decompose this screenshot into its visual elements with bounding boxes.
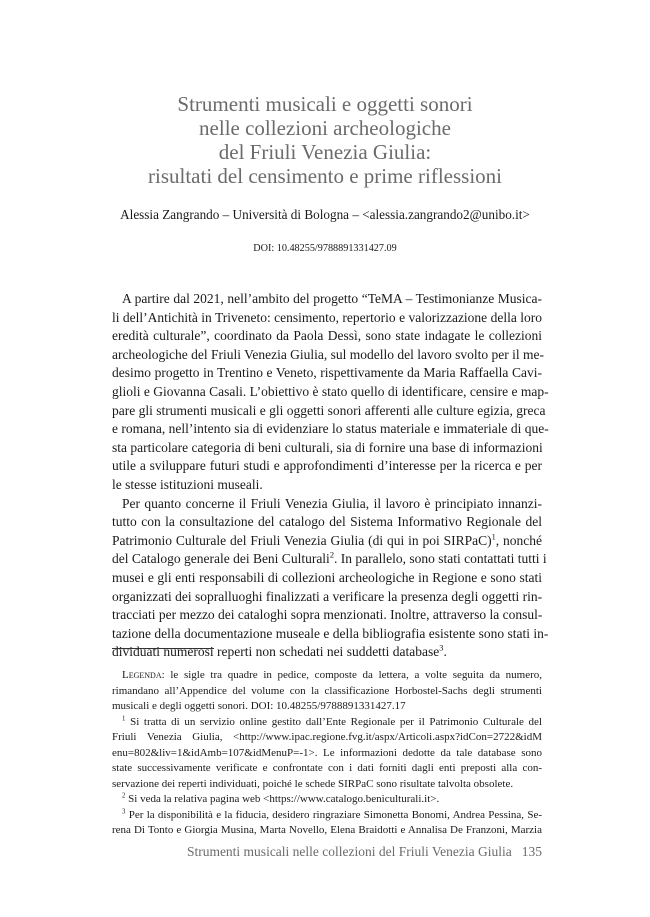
text-line: tazione della documentazione museale e della bibliografia esistente sono stati in- <box>112 625 549 641</box>
legenda-note <box>112 668 542 715</box>
footnote-2 <box>112 792 542 808</box>
text-line: musicali e degli oggetti sonori. DOI: 10.48255/9788891331427.17 <box>112 700 406 712</box>
footnote-ref[interactable]: 3 <box>439 643 444 653</box>
title-line: risultati del censimento e prime riflessioni <box>148 164 502 188</box>
paragraph <box>112 290 549 495</box>
text-line: state successivamente verificate e confrontate con i dati forniti dagli enti preposti alla con- <box>112 762 542 774</box>
article-doi: DOI: 10.48255/9788891331427.09 <box>253 243 397 254</box>
text-line: enu=802&liv=1&idAmb=107&idMenuP=-1>. Le informazioni dedotte da tale database sono <box>112 746 542 759</box>
footnote-3 <box>112 808 542 839</box>
text-run: Si tratta di un servizio online gestito dall’Ente Regionale per il Patrimonio Culturale del <box>130 715 542 728</box>
text-line <box>112 668 542 684</box>
text-run: Per la disponibilità e la fiducia, desidero ringraziare Simonetta Bonomi, Andrea Pessina, Se- <box>128 808 543 821</box>
article-title <box>0 92 650 188</box>
text-line: servazione dei reperti individuati, poiché le schede SIRPaC sono risultate talvolta obsolete. <box>112 777 514 790</box>
footnote-number: 2 <box>122 792 126 800</box>
legenda-label: Legenda <box>122 669 162 681</box>
text-line: archeologiche del Friuli Venezia Giulia, sul modello del lavoro svolto per il me- <box>112 346 545 362</box>
text-line: A partire dal 2021, nell’ambito del progetto “TeMA – Testimonianze Musica- <box>122 291 542 306</box>
text-run: Patrimonio Culturale del Friuli Venezia Giulia (di qui in poi SIRPaC) <box>112 532 492 548</box>
title-line: Strumenti musicali e oggetti sonori <box>177 92 473 116</box>
text-line: organizzati dei sopralluoghi finalizzati a verificare la presenza degli oggetti rin- <box>112 588 543 604</box>
page-number: 135 <box>521 844 542 859</box>
text-run: del Catalogo generale dei Beni Culturali <box>112 551 330 567</box>
text-line: desimo progetto in Trentino e Veneto, rispettivamente da Maria Raffaella Cavi- <box>112 365 542 381</box>
text-run: , nonché <box>495 532 543 548</box>
footnote-separator <box>112 648 214 649</box>
text-line: pare gli strumenti musicali e gli oggetti sonori afferenti alle culture egizia, greca <box>112 402 546 418</box>
title-line: del Friuli Venezia Giulia: <box>218 140 432 164</box>
footnotes <box>112 668 542 839</box>
text-run: dividuati numerosi reperti non schedati nei suddetti database <box>112 644 440 660</box>
text-line <box>112 792 542 808</box>
title-line: nelle collezioni archeologiche <box>199 116 451 140</box>
footnote-1 <box>112 715 542 793</box>
author-byline: Alessia Zangrando – Università di Bologna – <alessia.zangrando2@unibo.it> <box>120 207 530 222</box>
text-line: rena Di Tonto e Giorgia Musina, Marta Novello, Elena Braidotti e Annalisa De Franzoni, Marzia <box>112 824 542 836</box>
text-line <box>112 715 542 731</box>
text-line <box>112 532 542 551</box>
text-line: li dell’Antichità in Triveneto: censimento, repertorio e valorizzazione della loro <box>112 309 542 325</box>
text-line: eredità culturale”, coordinato da Paola Dessì, sono state indagate le collezioni <box>112 328 542 344</box>
text-line: tutto con la consultazione del catalogo del Sistema Informativo Regionale del <box>112 514 542 530</box>
text-line: e romana, nell’intento sia di evidenziare lo status materiale e immateriale di que- <box>112 421 549 437</box>
footnote-ref[interactable]: 1 <box>491 532 496 542</box>
text-line: utile a sviluppare futuri studi e approfondimenti d’interesse per la ricerca e per <box>112 458 542 474</box>
footnote-number: 3 <box>122 807 126 815</box>
text-line <box>112 550 547 569</box>
text-line: dividuati numerosi reperti non schedati nei suddetti database$^3$. <box>112 643 447 660</box>
running-footer <box>187 844 542 860</box>
footnote-number: 1 <box>122 714 126 722</box>
article-body <box>112 290 549 662</box>
text-line: Per quanto concerne il Friuli Venezia Giulia, il lavoro è principiato innanzi- <box>122 495 542 511</box>
footnote-ref[interactable]: 2 <box>329 550 334 560</box>
text-line: sta particolare categoria di beni culturali, sia di fornire una base di informazioni <box>112 439 543 455</box>
text-run: . In parallelo, sono stati contattati tutti i <box>334 551 547 567</box>
text-line: rimandano all’Appendice del volume con la classificazione Horbostel-Sachs degli strumenti <box>112 684 542 697</box>
running-title: Strumenti musicali nelle collezioni del Friuli Venezia Giulia <box>186 844 512 859</box>
paragraph <box>112 495 549 662</box>
text-line: le stesse istituzioni museali. <box>112 476 263 492</box>
text-line: Friuli Venezia Giulia, <http://www.ipac.regione.fvg.it/aspx/Articoli.aspx?idCon=2722&idM <box>112 731 542 743</box>
text-run: : le sigle tra quadre in pedice, composte da lettera, a volte seguita da numero, <box>161 669 542 681</box>
text-line <box>112 808 542 824</box>
text-line: tracciati per mezzo dei cataloghi sopra menzionati. Inoltre, attraverso la consul- <box>112 607 543 623</box>
text-run: Si veda la relativa pagina web <https://www.catalogo.beniculturali.it>. <box>128 793 440 805</box>
text-line: glioli e Giovanna Casali. L’obiettivo è stato quello di identificare, censire e map- <box>112 383 549 399</box>
text-line: musei e gli enti responsabili di collezioni archeologiche in Regione e sono stati <box>112 569 542 585</box>
